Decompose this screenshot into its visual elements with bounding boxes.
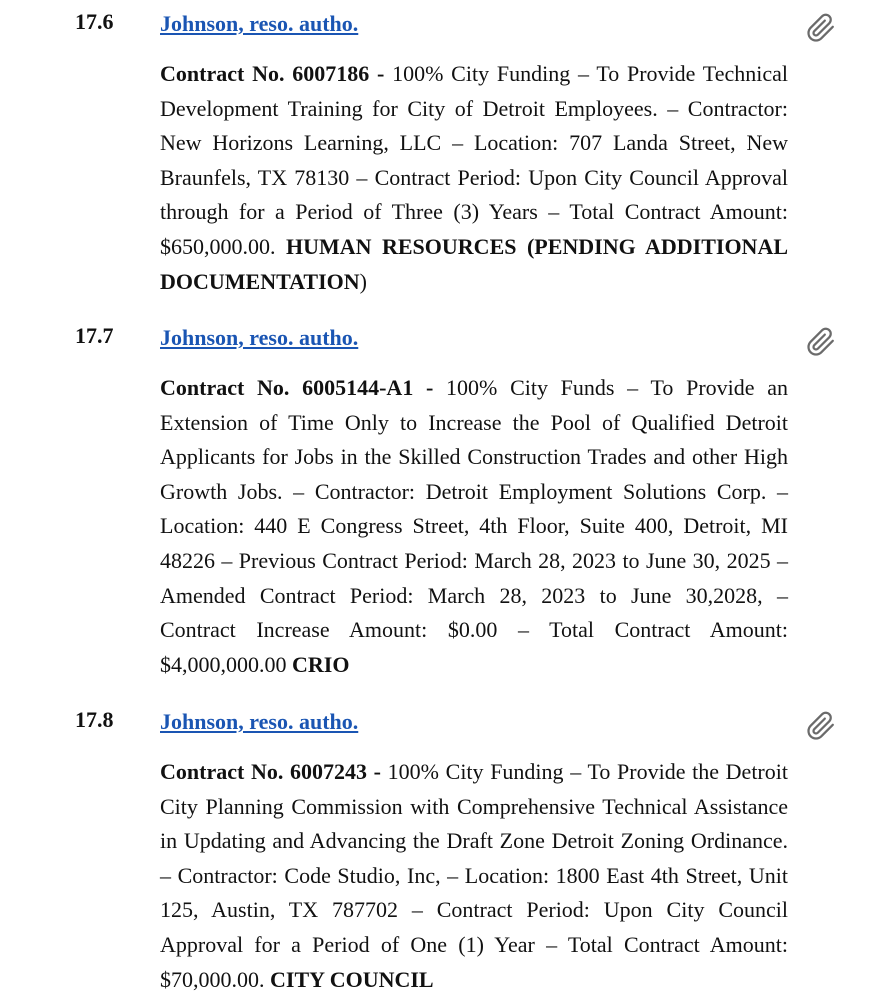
department-label: HUMAN RESOURCES (PENDING ADDITIONAL DOCUMENTATION — [160, 233, 789, 294]
contract-details: 100% City Funds – To Provide an Extension of Time Only to Increase the Pool of Qualified Detroit Applicants for Jobs in the Skilled Construction Trades and other High Growth Jobs. – Contractor: Detroit Employment Solutions Corp. – Location: 440 E Congress Street, 4th Floor, Suite 400, Detroit, MI 48226 – Previous Contract Period: March 28, 2023 to June 30, 2025 – Amended Contract Period: March 28, 2023 to June 30,2028, – Contract Increase Amount: $0.00 – Total Contract Amount: $4,000,000.00 — [160, 375, 788, 677]
paperclip-icon[interactable] — [806, 711, 836, 741]
paperclip-icon[interactable] — [806, 327, 836, 357]
contract-description — [160, 57, 788, 299]
contract-details: 100% City Funding – To Provide Technical Development Training for City of Detroit Employees. – Contractor: New Horizons Learning, LLC – Location: 707 Landa Street, New Braunfels, TX 78130 – Contract Period: Upon City Council Approval through for a Period of Three (3) Years – Total Contract Amount: $650,000.00. — [160, 61, 788, 259]
contract-details: 100% City Funding – To Provide the Detroit City Planning Commission with Comprehensive Technical Assistance in Updating and Advancing the Draft Zone Detroit Zoning Ordinance. – Contractor: Code Studio, Inc, – Location: 1800 East 4th Street, Unit 125, Austin, TX 787702 – Contract Period: Upon City Council Approval for a Period of One (1) Year – Total Contract Amount: $70,000.00. — [160, 759, 788, 992]
resolution-link[interactable]: Johnson, reso. autho. — [160, 709, 359, 734]
resolution-link[interactable]: Johnson, reso. autho. — [160, 11, 359, 36]
department-label: CRIO — [292, 651, 350, 677]
contract-description — [160, 371, 788, 682]
contract-description — [160, 755, 788, 997]
department-label: CITY COUNCIL — [270, 966, 434, 992]
resolution-link[interactable]: Johnson, reso. autho. — [160, 325, 359, 350]
contract-number: Contract No. 6007243 - — [160, 759, 381, 784]
contract-number: Contract No. 6005144-A1 - — [160, 375, 434, 400]
item-number: 17.6 — [75, 9, 114, 34]
item-number: 17.8 — [75, 707, 114, 732]
paperclip-icon[interactable] — [806, 13, 836, 43]
contract-number: Contract No. 6007186 - — [160, 61, 385, 86]
closing-paren: ) — [359, 268, 367, 294]
item-number: 17.7 — [75, 323, 114, 348]
